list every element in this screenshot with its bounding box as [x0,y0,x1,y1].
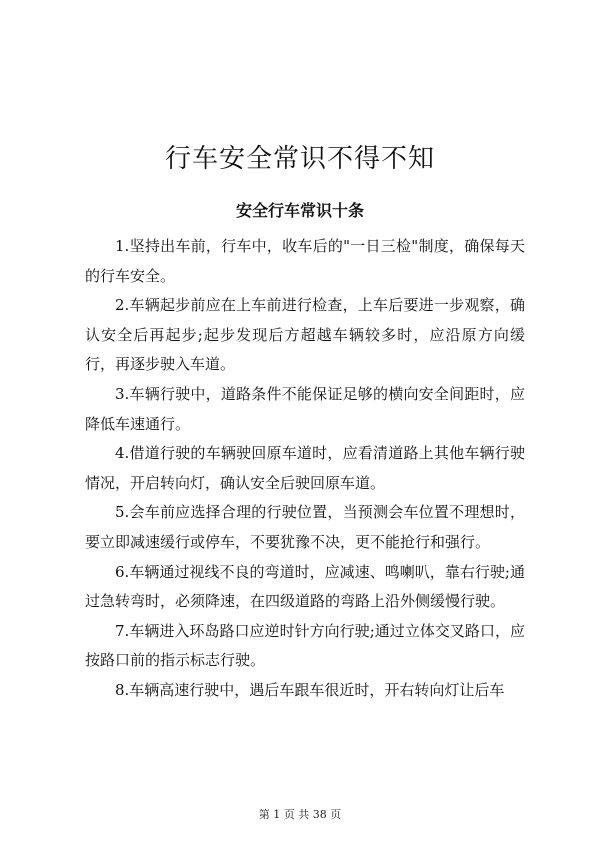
paragraph-2: 2.车辆起步前应在上车前进行检查，上车后要进一步观察，确认安全后再起步;起步发现后方超越车辆较多时，应沿原方向缓行，再逐步驶入车道。 [85,296,525,374]
paragraph-4: 4.借道行驶的车辆驶回原车道时，应看清道路上其他车辆行驶情况，开启转向灯，确认安全后驶回原车道。 [85,444,525,492]
paragraph-6: 6.车辆通过视线不良的弯道时，应减速、鸣喇叭，靠右行驶;通过急转弯时，必须降速，在四级道路的弯路上沿外侧缓慢行驶。 [85,562,525,611]
paragraph-1: 1.坚持出车前，行车中，收车后的"一日三检"制度，确保每天的行车安全。 [85,237,525,285]
document-body [85,232,525,706]
document-title: 行车安全常识不得不知 [164,144,435,174]
paragraph-8: 8.车辆高速行驶中，遇后车跟车很近时，开右转向灯让后车 [115,680,505,699]
paragraph-3: 3.车辆行驶中，道路条件不能保证足够的横向安全间距时，应降低车速通行。 [85,384,525,433]
document-subtitle: 安全行车常识十条 [235,201,364,220]
paragraph-5: 5.会车前应选择合理的行驶位置，当预测会车位置不理想时，要立即减速缓行或停车，不要犹豫不决，更不能抢行和强行。 [85,503,525,551]
page-footer: 第 1 页 共 38 页 [258,808,342,821]
paragraph-7: 7.车辆进入环岛路口应逆时针方向行驶;通过立体交叉路口，应按路口前的指示标志行驶。 [85,621,525,670]
